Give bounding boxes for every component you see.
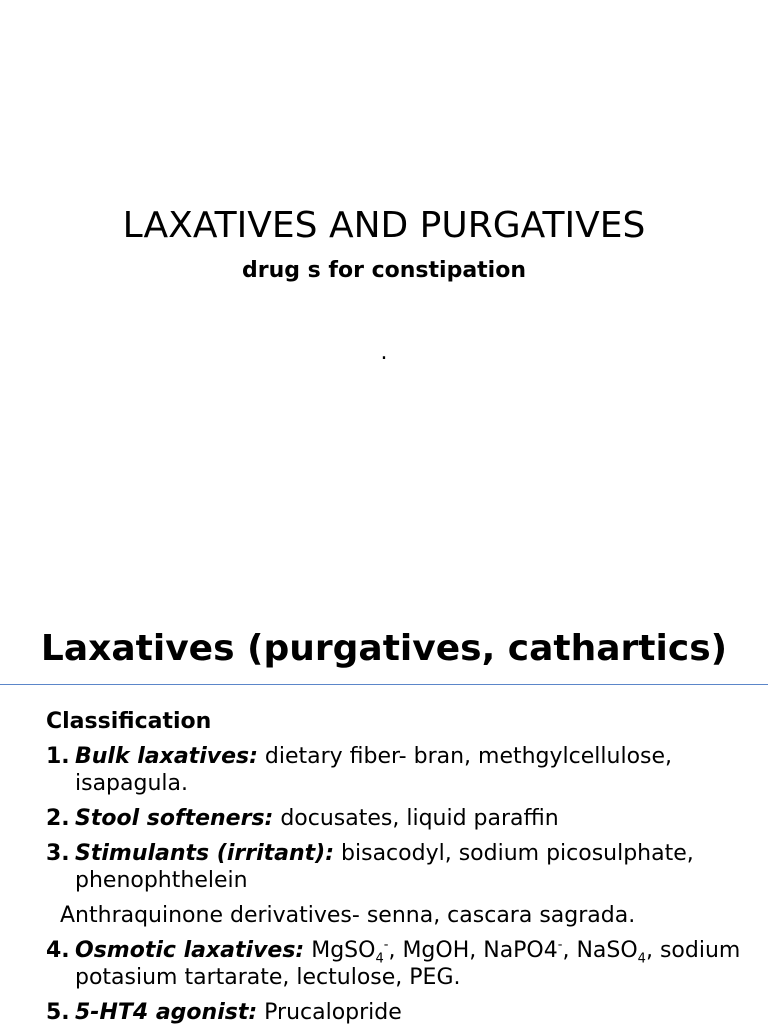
item-term: Stool softeners: [75, 806, 274, 831]
item-number: 5. [46, 1000, 70, 1025]
item-text: docusates, liquid paraffin [273, 806, 559, 831]
subscript: 4 [375, 951, 384, 967]
item-number: 4. [46, 938, 70, 963]
classification-list [46, 708, 746, 1034]
slide2-heading: Laxatives (purgatives, cathartics) [40, 628, 728, 669]
list-subline: Anthraquinone derivatives- senna, cascara sagrada. [60, 903, 636, 928]
item-term: Osmotic laxatives: [75, 938, 305, 963]
item-text-part: , MgOH, NaPO4 [388, 938, 558, 963]
superscript: - [557, 937, 563, 953]
slide-title: LAXATIVES AND PURGATIVES [122, 205, 646, 246]
item-number: 3. [46, 841, 70, 866]
superscript: - [383, 937, 389, 953]
item-text-part: MgSO [304, 938, 376, 963]
list-item [46, 743, 746, 797]
item-number: 2. [46, 806, 70, 831]
list-item [46, 999, 746, 1026]
item-text: bisacodyl, sodium picosulphate, phenophthelein [75, 841, 694, 893]
item-term: 5-HT4 agonist: [75, 1000, 258, 1025]
list-item [46, 805, 746, 832]
item-text-part: , sodium potasium tartarate, lectulose, PEG. [75, 938, 741, 990]
item-term: Stimulants (irritant): [75, 841, 335, 866]
item-number: 1. [46, 744, 70, 769]
subscript: 4 [637, 951, 646, 967]
item-text: Prucalopride [257, 1000, 402, 1025]
item-text: dietary fiber- bran, methgylcellulose, isapagula. [75, 744, 673, 796]
item-term: Bulk laxatives: [75, 744, 258, 769]
divider-line [0, 684, 768, 685]
dot-text: . [380, 340, 388, 365]
classification-label: Classification [46, 709, 212, 734]
list-item [46, 840, 746, 894]
list-item [46, 937, 746, 991]
item-text-part: , NaSO [562, 938, 638, 963]
slide-subtitle: drug s for constipation [241, 258, 526, 283]
